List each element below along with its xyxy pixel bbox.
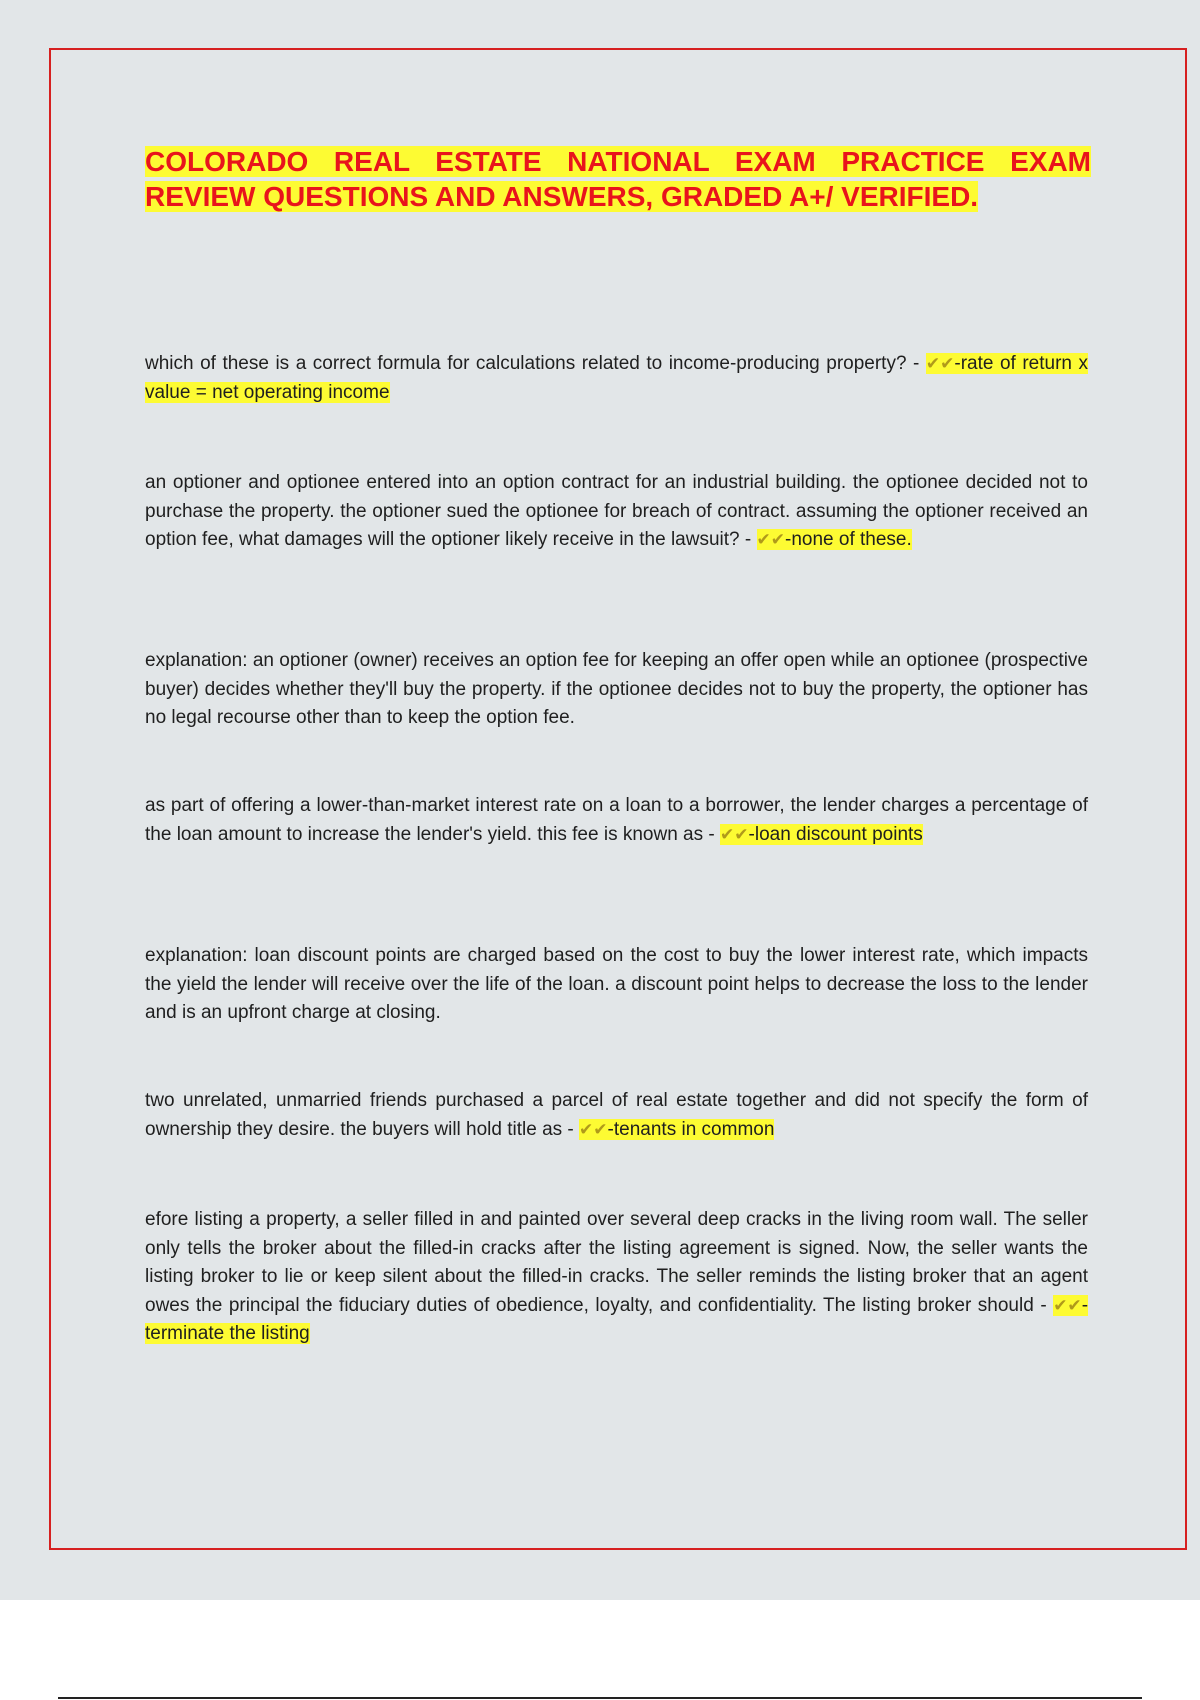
- double-check-icon: ✔✔: [579, 1119, 608, 1140]
- answer-highlight: [579, 1119, 774, 1140]
- answer-text: -loan discount points: [748, 823, 923, 845]
- explanation-2: explanation: loan discount points are charged based on the cost to buy the lower interest rate, which impacts the yield the lender will receive over the life of the loan. a discount point helps to decrease the loss to the lender and is an upfront charge at closing.: [145, 945, 1088, 1023]
- question-text: efore listing a property, a seller filled in and painted over several deep cracks in the living room wall. The seller only tells the broker about the filled-in cracks after the listing agreement is signed. Now, the seller wants the listing broker to lie or keep silent about the filled-in cracks. The seller reminds the listing broker that an agent owes the principal the fiduciary duties of obedience, loyalty, and confidentiality. The listing broker should: [145, 1209, 1088, 1316]
- separator: -: [906, 353, 926, 374]
- qa-item-1: [145, 350, 1088, 407]
- double-check-icon: ✔✔: [756, 530, 785, 550]
- question-text: as part of offering a lower-than-market interest rate on a loan to a borrower, the lender charges a percentage of the loan amount to increase the lender's yield. this fee is known as: [145, 795, 1088, 845]
- answer-text: -none of these.: [785, 529, 912, 550]
- question-text: an optioner and optionee entered into an option contract for an industrial building. the optionee decided not to purchase the property. the optioner sued the optionee for breach of contract. assuming the optioner received an option fee, what damages will the optioner likely receive in the lawsuit?: [145, 472, 1088, 550]
- explanation-1: explanation: an optioner (owner) receives an option fee for keeping an offer open while an optionee (prospective buyer) decides whether they'll buy the property. if the optionee decides not to buy the property, the optioner has no legal recourse other than to keep the option fee.: [145, 650, 1088, 728]
- answer-text: -tenants in common: [607, 1118, 775, 1140]
- qa-item-2: [145, 469, 1088, 555]
- double-check-icon: ✔✔: [720, 824, 749, 845]
- question-text: two unrelated, unmarried friends purchased a parcel of real estate together and did not specify the form of ownership they desire. the buyers will hold title as: [145, 1090, 1088, 1140]
- answer-text: -rate of return x value = net operating income: [145, 353, 1089, 403]
- double-check-icon: ✔✔: [1053, 1295, 1082, 1316]
- answer-text: -terminate the listing: [145, 1294, 1089, 1344]
- qa-item-5: [145, 1206, 1088, 1349]
- answer-highlight: [720, 824, 923, 845]
- title-highlight: COLORADO REAL ESTATE NATIONAL EXAM PRACTICE EXAM REVIEW QUESTIONS AND ANSWERS, GRADED A+/ VERIFIED.: [145, 146, 1091, 212]
- double-check-icon: ✔✔: [925, 354, 955, 374]
- answer-highlight: [757, 529, 912, 550]
- separator: -: [562, 1118, 580, 1140]
- qa-item-4: [145, 1087, 1088, 1144]
- qa-item-3: [145, 792, 1088, 849]
- separator: -: [703, 823, 721, 845]
- question-text: which of these is a correct formula for calculations related to income-producing property?: [145, 353, 907, 374]
- separator: -: [1033, 1294, 1054, 1316]
- footer-rule: [58, 1697, 1142, 1699]
- separator: -: [739, 529, 757, 550]
- document-title: [145, 144, 1091, 214]
